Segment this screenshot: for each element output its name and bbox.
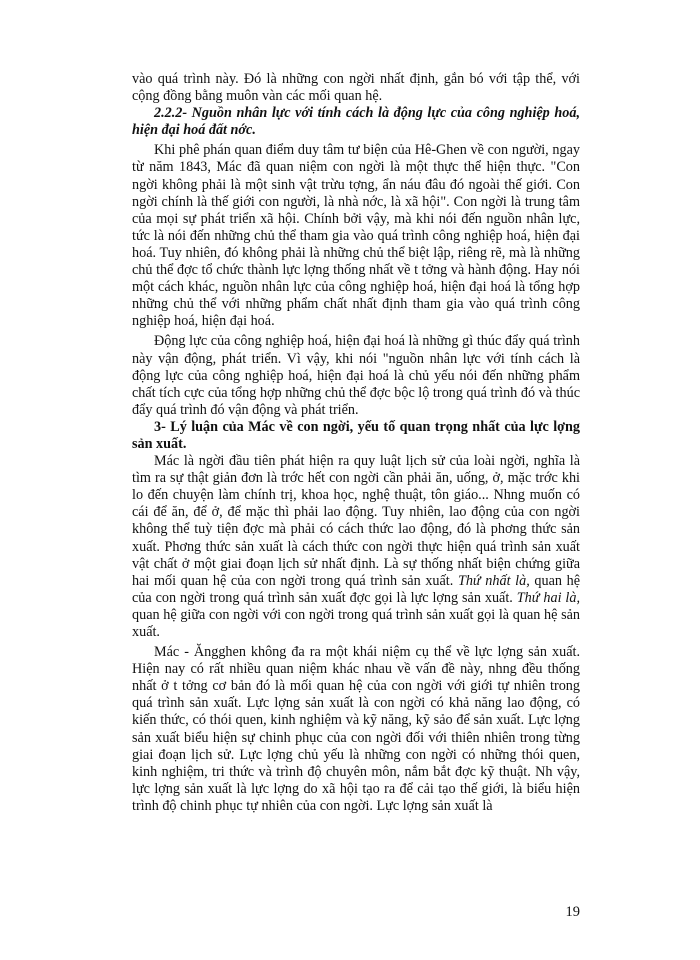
paragraph-text: quan hệ của con ngời trong quá trình sản xuất đợc gọi là lực lợng sản xuất. — [132, 572, 580, 606]
paragraph: Động lực của công nghiệp hoá, hiện đại hoá là những gì thúc đẩy quá trình này vận động, phát triển. Vì vậy, khi nói "nguồn nhân lực với tính cách là động lực của công nghiệp hoá, hiện đại hoá là chủ yếu nói đến những phẩm chất tích cực của tổng hợp những chủ thể đợc bộc lộ trong quá trình đó và thúc đẩy quá trình đó vận động và phát triển. — [132, 333, 580, 418]
paragraph: Khi phê phán quan điểm duy tâm tư biện của Hê-Ghen về con người, ngay từ năm 1843, Mác đã quan niệm con ngời là một thực thể hiện thực. "Con ngời không phải là một sinh vật trừu tợng, ẩn náu đâu đó ngoài thế giới. Con ngời chính là thế giới con người, là nhà nớc, là xã hội". Con ngời là trung tâm của mọi sự phát triển xã hội. Chính bởi vậy, mà khi nói đến nguồn nhân lực, tức là nói đến những chủ thể tham gia vào quá trình công nghiệp hoá, hiện đại hoá. Tuy nhiên, đó không phải là những chủ thể biệt lập, riêng rẽ, mà là những chủ thể đợc tổ chức thành lực lợng thống nhất về t tởng và hành động. Hay nói một cách khác, nguồn nhân lực của công nghiệp hoá, hiện đại hoá là tổng hợp những chủ thể với những phẩm chất nhất định tham gia vào quá trình công nghiệp hoá, hiện đại hoá. — [132, 142, 580, 330]
paragraph: Mác - Ăngghen không đa ra một khái niệm cụ thể về lực lợng sản xuất. Hiện nay có rất nhiều quan niệm khác nhau về vấn đề này, nhng đều thống nhất ở t tởng cơ bản đó là mối quan hệ của con ngời với giới tự nhiên trong quá trình sản xuất. Lực lợng sản xuất là con ngời có khả năng lao động, có kiến thức, có thói quen, kinh nghiệm và kỹ năng, kỹ sảo để sản xuất. Lực lợng sản xuất biểu hiện sự chinh phục của con ngời đối với thiên nhiên trong từng giai đoạn lịch sử. Lực lợng chủ yếu là những con ngời có những thói quen, kinh nghiệm, tri thức và trình độ chuyên môn, nắm bắt đợc kỹ thuật. Nh vậy, lực lợng sản xuất là lực lợng do xã hội tạo ra để cải tạo thế giới, là biểu hiện trình độ chinh phục tự nhiên của con ngời. Lực lợng sản xuất là — [132, 644, 580, 814]
page-body — [132, 71, 580, 815]
section-heading-2-2-2: 2.2.2- Nguồn nhân lực với tính cách là động lực của công nghiệp hoá, hiện đại hoá đất nớc. — [132, 105, 580, 139]
emphasis-text: Thứ hai là, — [516, 589, 581, 606]
section-heading-3: 3- Lý luận của Mác về con ngời, yếu tố quan trọng nhất của lực lợng sản xuất. — [132, 418, 580, 452]
paragraph-text: Mác là ngời đầu tiên phát hiện ra quy luật lịch sử của loài ngời, nghĩa là tìm ra sự thật giản đơn là trớc hết con ngời cần phải ăn, uống, ở, mặc trớc khi lo đến chuyện làm chính trị, khoa học, nghệ thuật, tôn giáo... Nhng muốn có cái để ăn, để ở, để mặc thì phải lao động. Tuy nhiên, lao động của con ngời không thể tuỳ tiện đợc mà phải có cách thức lao động, đó là phơng thức sản xuất. Phơng thức sản xuất là cách thức con ngời thực hiện quá trình sản xuất vật chất ở một giai đoạn lịch sử nhất định. Là sự thống nhất biện chứng giữa hai mối quan hệ của con ngời trong quá trình sản xuất. — [132, 453, 580, 589]
paragraph — [132, 453, 580, 641]
emphasis-text: Thứ nhất là, — [457, 572, 530, 589]
paragraph-continued: vào quá trình này. Đó là những con ngời nhất định, gắn bó với tập thể, với cộng đồng bằng muôn vàn các mối quan hệ. — [132, 71, 580, 105]
page-number: 19 — [565, 904, 580, 920]
paragraph-text: quan hệ giữa con ngời với con ngời trong quá trình sản xuất gọi là quan hệ sản xuất. — [132, 606, 580, 640]
